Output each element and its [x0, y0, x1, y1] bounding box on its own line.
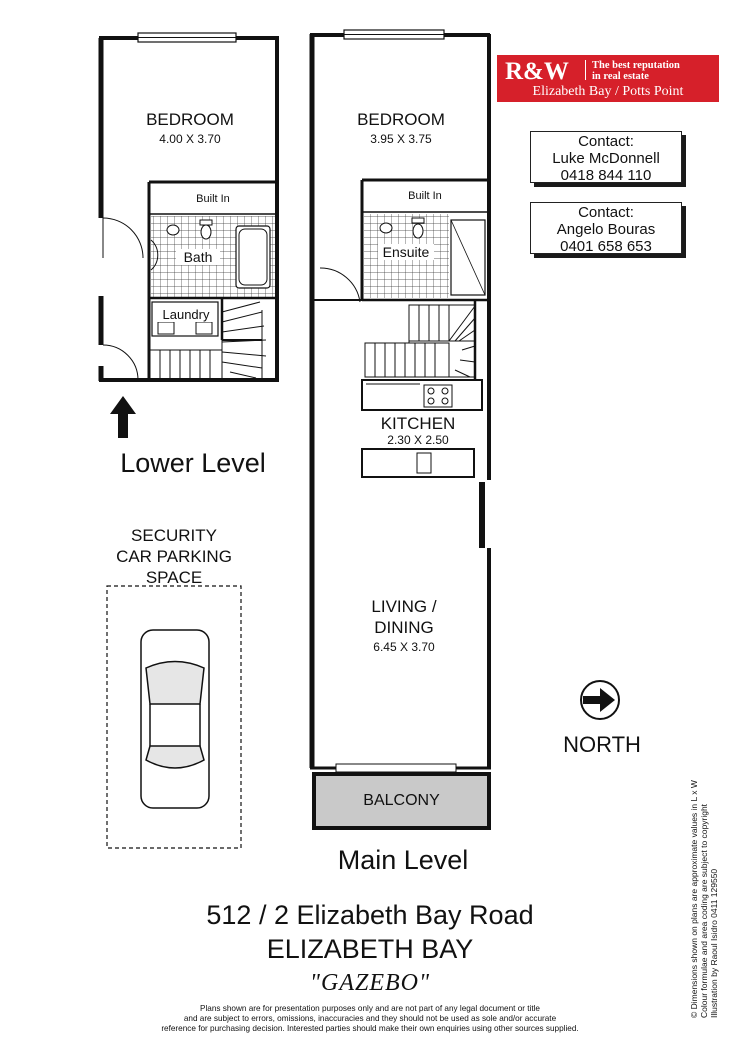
building-name: "GAZEBO" — [309, 970, 431, 996]
contact-card-1 — [530, 131, 682, 183]
living-label-line-2: DINING — [374, 618, 434, 637]
living-label-line-1: LIVING / — [371, 597, 437, 616]
living-dims: 6.45 X 3.70 — [373, 640, 435, 654]
main-built-in-label: Built In — [408, 190, 442, 202]
parking-label-line-3: SPACE — [145, 568, 203, 587]
parking-label-line-2: CAR PARKING — [116, 547, 232, 566]
parking-label — [86, 525, 262, 588]
lower-level-title: Lower Level — [120, 448, 266, 478]
logo-tagline — [592, 60, 680, 82]
kitchen-label: KITCHEN — [380, 414, 456, 433]
entry-arrow-icon — [110, 396, 136, 438]
copyright-note-line-3: Illustration by Raoul Isidro 0411 129550 — [709, 868, 719, 1018]
main-bedroom-label: BEDROOM — [357, 110, 445, 129]
disclaimer-line-2: and are subject to errors, omissions, inaccuracies and they should not be used as sole and/or accurate — [183, 1014, 557, 1023]
balcony-label: BALCONY — [363, 792, 440, 809]
logo-divider — [585, 60, 586, 80]
contact-phone[interactable]: 0401 658 653 — [560, 238, 652, 255]
contact-card-2 — [530, 202, 682, 254]
contact-phone[interactable]: 0418 844 110 — [560, 167, 652, 184]
agency-logo — [497, 55, 719, 102]
disclaimer-line-1: Plans shown are for presentation purposes only and are not part of any legal document or title — [200, 1004, 540, 1013]
address-suburb: ELIZABETH BAY — [266, 934, 474, 964]
logo-mark: R&W — [505, 58, 569, 85]
main-bedroom-dims: 3.95 X 3.75 — [370, 132, 432, 146]
copyright-note-line-2: Colour formulae and area coding are subject to copyright — [699, 803, 709, 1018]
contact-heading: Contact: — [578, 204, 634, 221]
north-label: NORTH — [563, 732, 641, 757]
disclaimer — [110, 1004, 630, 1034]
bath-label: Bath — [176, 249, 220, 265]
north-arrow-icon — [581, 681, 619, 719]
logo-tagline-line-2: in real estate — [592, 71, 649, 82]
address-street: 512 / 2 Elizabeth Bay Road — [206, 900, 534, 930]
logo-tagline-line-1: The best reputation — [592, 60, 680, 71]
ensuite-label: Ensuite — [378, 244, 434, 260]
disclaimer-line-3: reference for purchasing decision. Interested parties should make their own enquiries using other sources supplied. — [161, 1024, 579, 1033]
contact-name: Angelo Bouras — [556, 221, 656, 238]
parking-label-line-1: SECURITY — [131, 526, 217, 545]
copyright-note — [689, 780, 719, 1018]
lower-bedroom-dims: 4.00 X 3.70 — [159, 132, 221, 146]
lower-bedroom-label: BEDROOM — [146, 110, 234, 129]
car-icon — [141, 630, 209, 808]
main-level-title: Main Level — [337, 845, 469, 875]
lower-level-plan — [99, 33, 279, 381]
laundry-label: Laundry — [156, 307, 216, 322]
copyright-note-line-1: © Dimensions shown on plans are approximate values in L x W — [689, 780, 699, 1018]
logo-office: Elizabeth Bay / Potts Point — [532, 84, 684, 99]
contact-heading: Contact: — [578, 133, 634, 150]
kitchen-dims: 2.30 X 2.50 — [387, 433, 449, 447]
contact-name: Luke McDonnell — [552, 150, 660, 167]
parking-space — [107, 586, 241, 848]
lower-built-in-label: Built In — [196, 193, 230, 205]
